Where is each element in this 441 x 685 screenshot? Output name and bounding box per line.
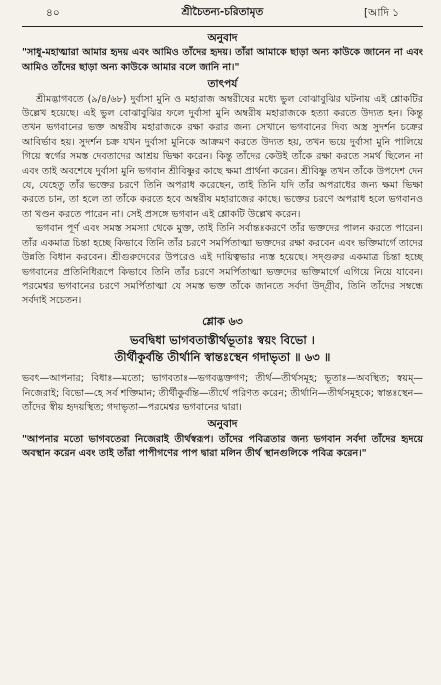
translation-heading: অনুবাদ [207, 32, 238, 44]
purport-section [22, 77, 423, 309]
verse-line: ভবদ্বিধা ভাগবতাস্তীর্থভূতাঃ স্বয়ং বিভো । [130, 333, 315, 348]
chapter-label: [আদি ১ [363, 7, 399, 19]
word-for-word-text: ভবৎ—আপনার; বিধাঃ—মতো; ভাগবতাঃ—ভগবদ্ভক্তগণ; তীর্থ—তীর্থসমূহ; ভূতাঃ—অবস্থিত; স্বয়ম্—নিজেরাই; বিভো—হে সর্ব শক্তিমান; তীর্থীকুর্বন্তি—তীর্থে পরিণত করেন; তীর্থানি—তীর্থসমূহকে; স্বান্তঃস্থেন—তাঁদের স্বীয় হৃদয়স্থিত; গদাভৃতা—পরমেশ্বর ভগবানের দ্বারা। [22, 373, 423, 413]
page-header [22, 0, 423, 24]
translation-text: "সাধু-মহাত্মারা আমার হৃদয় এবং আমিও তাঁদের হৃদয়। তাঁরা আমাকে ছাড়া অন্য কাউকে জানেন না এবং আমিও তাঁদের ছাড়া অন্য কাউকে আমার বলে জানি না।" [22, 47, 423, 73]
translation-text: "আপনার মতো ভাগবতেরা নিজেরাই তীর্থস্বরূপ। তাঁদের পবিত্রতার জন্য ভগবান সর্বদা তাঁদের হৃদয়ে অবস্থান করেন এবং তাই তাঁরা পাপীগণের পাপ দ্বারা মলিন তীর্থ স্থানগুলিকে পবিত্র করেন।" [22, 433, 423, 460]
book-title: শ্রীচৈতন্য-চরিতামৃত [181, 6, 264, 18]
page-number: ৪০ [46, 7, 60, 19]
translation-section-2 [22, 417, 423, 461]
translation-section-1 [22, 31, 423, 75]
translation-heading: অনুবাদ [207, 418, 238, 431]
purport-heading: তাৎপর্য [207, 78, 238, 91]
verse-section [22, 315, 423, 366]
verse-line: তীর্থীকুর্বন্তি তীর্থানি স্বান্তঃস্থেন গদাভৃতা ॥ ৬৩ ॥ [114, 350, 331, 365]
purport-paragraph: শ্রীমদ্ভাগবতে (৯/৪/৬৮) দুর্বাসা মুনি ও মহারাজ অম্বরীষের মধ্যে ভুল বোঝাবুঝির ঘটনায় এই শ্লোকটির উল্লেখ হয়েছে। এই ভুল বোঝাবুঝির ফলে দুর্বাসা মুনি অম্বরীষ মহারাজকে হত্যা করতে উদ্যত হন। কিন্তু তখন ভগবানের ভক্ত অম্বরীষ মহারাজকে রক্ষা করার জন্য সেখানে ভগবানের দিব্য অস্ত্র সুদর্শন চক্রের আবির্ভাব হয়। সুদর্শন চক্র যখন দুর্বাসা মুনিকে আক্রমণ করতে উদ্যত হয়, তখন ভয়ে দুর্বাসা মুনি পালিয়ে গিয়ে স্বর্গের সমস্ত দেবতাদের আশ্রয় ভিক্ষা করেন। কিন্তু তাঁদের কেউই তাঁকে রক্ষা করতে সমর্থ ছিলেন না এবং তাই অবশেষে দুর্বাসা মুনি ভগবান শ্রীবিষ্ণুর কাছে ক্ষমা প্রার্থনা করেন। শ্রীবিষ্ণু তখন তাঁকে উপদেশ দেন যে, যেহেতু তাঁর ভক্তের চরণে তিনি অপরাধ করেছেন, তাই তিনি যদি তাঁর অপরাধের জন্য ক্ষমা ভিক্ষা করতে চান, তা হলে তা তাঁকে করতে হবে অম্বরীষ মহারাজের কাছে। ভক্তের চরণে অপরাধ হলে ভগবানও তা খণ্ডন করতে পারেন না। সেই প্রসঙ্গে ভগবান এই শ্লোকটি উল্লেখ করেন। [22, 93, 423, 220]
synonyms-section [22, 372, 423, 415]
verse-title: শ্লোক ৬৩ [202, 314, 243, 328]
purport-paragraph: ভগবান পূর্ণ এবং সমস্ত সমস্যা থেকে মুক্ত, তাই তিনি সর্বান্তঃকরণে তাঁর ভক্তদের পালন করতে পারেন। তাঁর একমাত্র চিন্তা হচ্ছে কিভাবে তিনি তাঁর চরণে সমর্পিতাত্মা ভক্তদের রক্ষা করবেন এবং ভক্তিমার্গে তাদের উন্নতি বিধান করবেন। শ্রীগুরুদেবের উপরেও এই দায়িত্বভার ন্যস্ত হয়েছে। সদ্গুরুর একমাত্র চিন্তা হচ্ছে ভগবানের প্রতিনিধিরূপে কিভাবে তিনি তাঁর চরণে সমর্পিতাত্মা ভক্তদের ভক্তিমার্গে এগিয়ে নিয়ে যাবেন। পরমেশ্বর ভগবানের চরণে সমর্পিতাত্মা যে সমস্ত ভক্ত তাঁকে জানতে সর্বদা উদ্গ্রীব, তিনি তাঁদের সম্বন্ধে সর্বদাই সচেতন। [22, 223, 423, 307]
header-divider [22, 26, 423, 27]
